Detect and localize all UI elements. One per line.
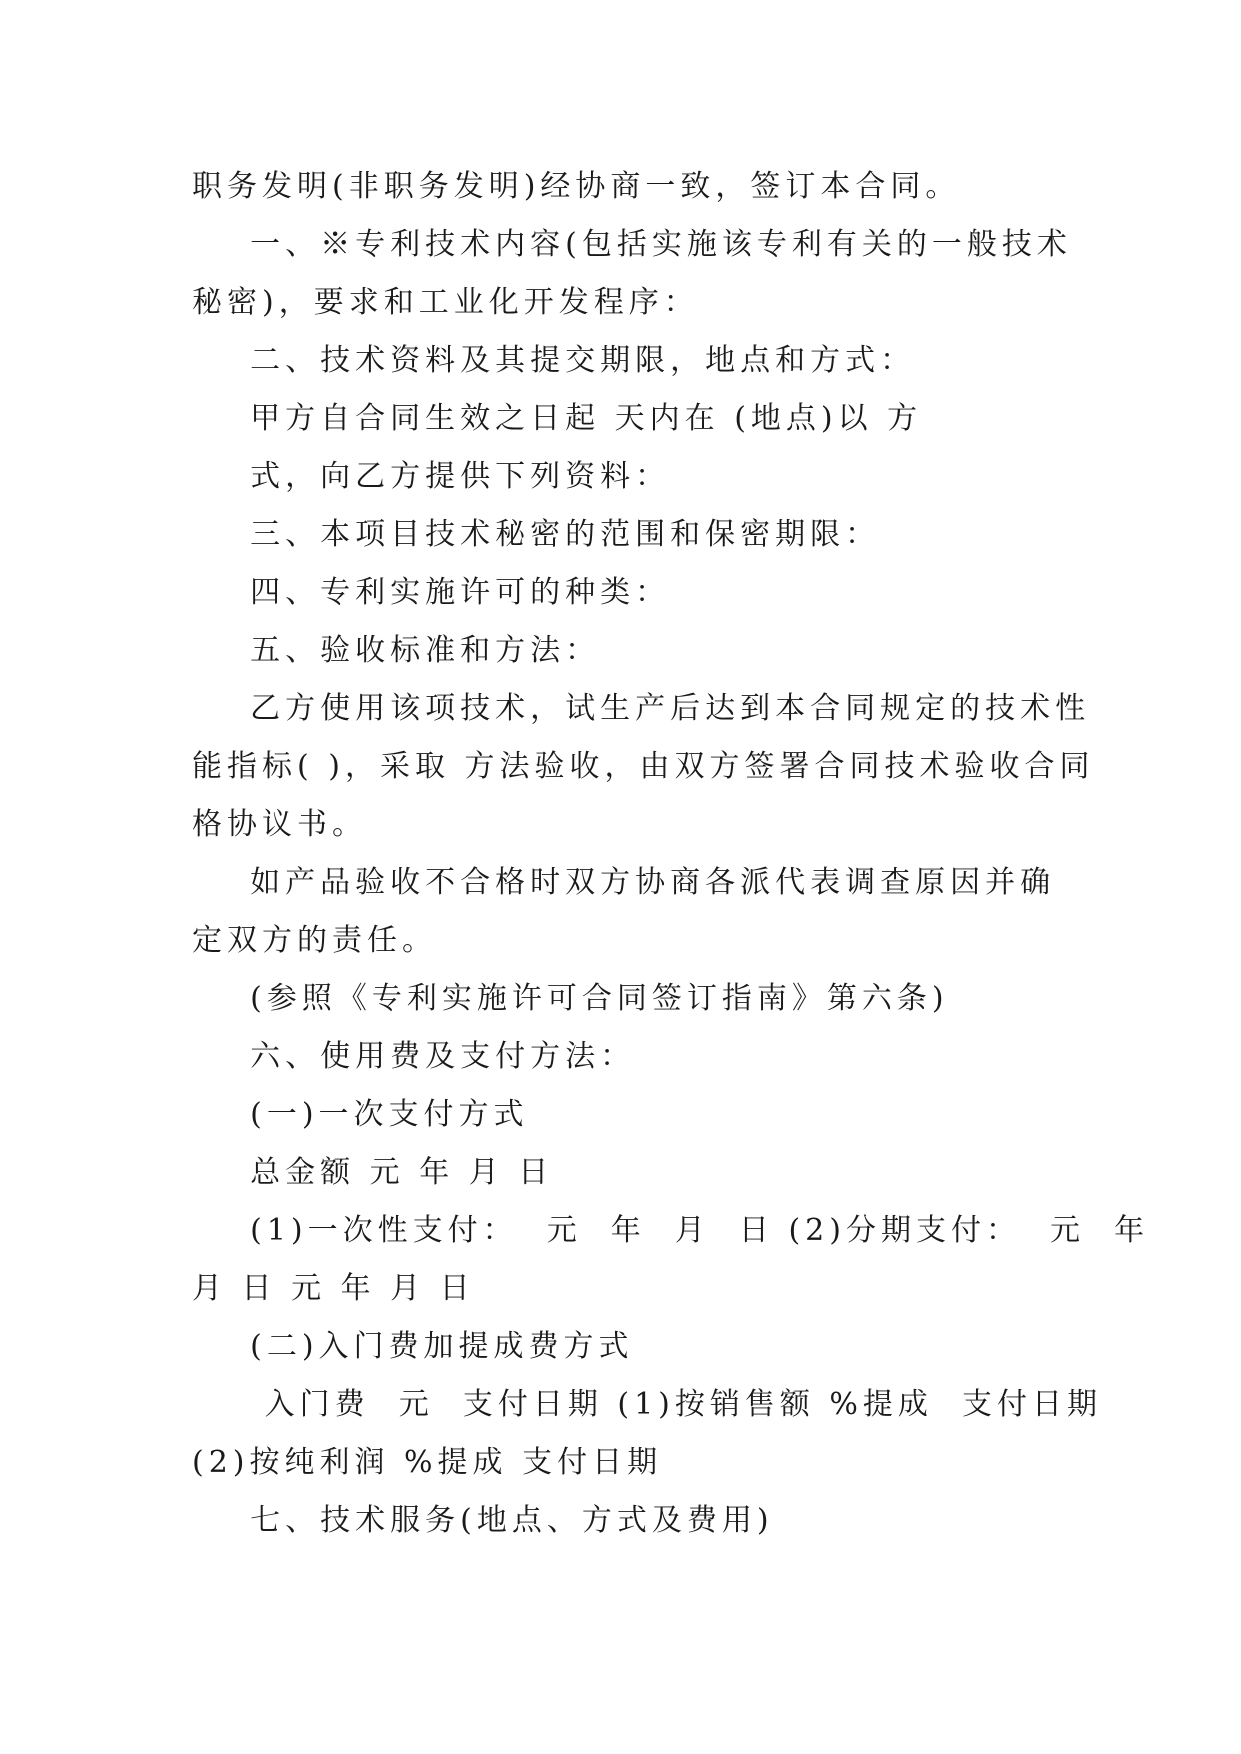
- text-line: (1)一次性支付： 元 年 月 日 (2)分期支付： 元 年: [192, 1213, 1150, 1248]
- text-line: 四、专利实施许可的种类：: [192, 575, 671, 610]
- text-line: 二、技术资料及其提交期限，地点和方式：: [192, 343, 916, 378]
- text-line: 月 日 元 年 月 日: [192, 1271, 475, 1306]
- text-line: (参照《专利实施许可合同签订指南》第六条): [192, 981, 949, 1016]
- text-line: 如产品验收不合格时双方协商各派代表调查原因并确: [192, 865, 1056, 900]
- text-line: 能指标( )，采取 方法验收，由双方签署合同技术验收合同: [192, 749, 1095, 784]
- text-line: 总金额 元 年 月 日: [192, 1155, 554, 1190]
- text-line: 秘密)，要求和工业化开发程序：: [192, 285, 699, 320]
- text-line: 入门费 元 支付日期 (1)按销售额 %提成 支付日期: [192, 1387, 1102, 1422]
- text-line: 七、技术服务(地点、方式及费用): [192, 1503, 774, 1538]
- text-line: 职务发明(非职务发明)经协商一致，签订本合同。: [192, 169, 961, 204]
- text-line: 一、※专利技术内容(包括实施该专利有关的一般技术: [192, 227, 1072, 262]
- text-line: 式，向乙方提供下列资料：: [192, 459, 671, 494]
- text-line: 格协议书。: [192, 807, 367, 842]
- text-line: 甲方自合同生效之日起 天内在 (地点)以 方: [192, 401, 923, 436]
- text-line: 六、使用费及支付方法：: [192, 1039, 636, 1074]
- text-line: 三、本项目技术秘密的范围和保密期限：: [192, 517, 881, 552]
- text-line: 五、验收标准和方法：: [192, 633, 601, 668]
- text-line: 乙方使用该项技术，试生产后达到本合同规定的技术性: [192, 691, 1091, 726]
- text-line: (2)按纯利润 %提成 支付日期: [192, 1445, 663, 1480]
- text-line: (二)入门费加提成费方式: [192, 1329, 634, 1364]
- text-line: (一)一次支付方式: [192, 1097, 529, 1132]
- document-body: [192, 158, 1150, 1550]
- text-line: 定双方的责任。: [192, 923, 437, 958]
